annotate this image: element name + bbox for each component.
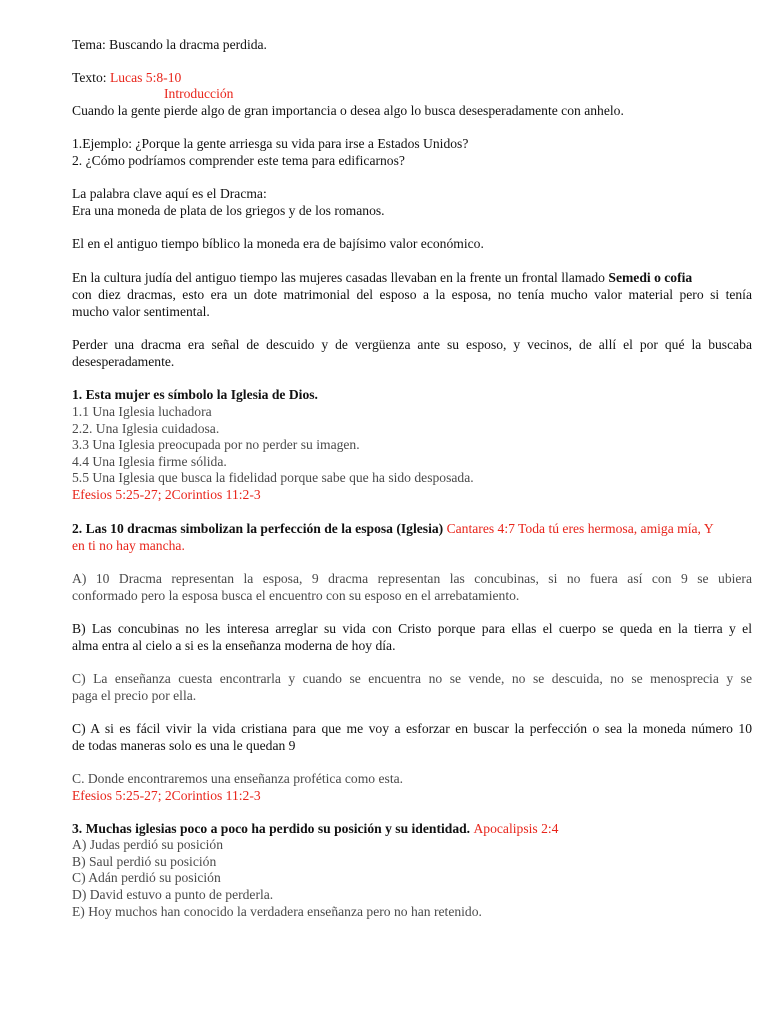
texto-label: Texto: (72, 70, 110, 85)
point-c1-line-2: paga el precio por ella. (72, 688, 197, 703)
point-c3-line: C. Donde encontraremos una enseñanza profética como esta. (72, 771, 404, 786)
section-3-reference: Apocalipsis 2:4 (473, 821, 559, 836)
section-3-title-line (72, 821, 752, 838)
point-b-line-1: B) Las concubinas no les interesa arreglar su vida con Cristo porque para ellas el cuerpo se queda en la tierra y el (72, 621, 752, 636)
section-1-title: 1. Esta mujer es símbolo la Iglesia de Dios. (72, 387, 318, 402)
section-1-item: 3.3 Una Iglesia preocupada por no perder su imagen. (72, 437, 360, 452)
cultura-line-1 (72, 270, 752, 287)
section-3-item: C) Adán perdió su posición (72, 870, 221, 885)
dracma-keyword-line: La palabra clave aquí es el Dracma: (72, 186, 267, 201)
tema-line: Tema: Buscando la dracma perdida. (72, 37, 267, 52)
point-a-line-2: conformado pero la esposa busca el encuentro con su esposo en el arrebatamiento. (72, 588, 520, 603)
dracma-definition-line: Era una moneda de plata de los griegos y de los romanos. (72, 203, 385, 218)
point-c2-line-1: C) A si es fácil vivir la vida cristiana para que me voy a esforzar en buscar la perfección o sea la moneda número 10 (72, 721, 752, 736)
perder-line-1: Perder una dracma era señal de descuido y de vergüenza ante su esposo, y vecinos, de allí el por qué la buscaba (72, 337, 752, 352)
section-2-title: 2. Las 10 dracmas simbolizan la perfección de la esposa (Iglesia) (72, 521, 447, 536)
dracma-value-line: El en el antiguo tiempo bíblico la moneda era de bajísimo valor económico. (72, 236, 484, 251)
section-2-reference-cont: en ti no hay mancha. (72, 538, 185, 553)
section-2-closing-reference: Efesios 5:25-27; 2Corintios 11:2-3 (72, 788, 261, 803)
section-3-item: D) David estuvo a punto de perderla. (72, 887, 274, 902)
section-2-title-line (72, 521, 752, 538)
section-2-reference: Cantares 4:7 Toda tú eres hermosa, amiga mía, Y (446, 521, 714, 536)
section-1-reference: Efesios 5:25-27; 2Corintios 11:2-3 (72, 487, 261, 502)
introduccion-heading: Introducción (164, 86, 234, 101)
cultura-line-2: con diez dracmas, esto era un dote matrimonial del esposo a la esposa, no tenía mucho valor material pero si tenía (72, 287, 752, 302)
intro-paragraph: Cuando la gente pierde algo de gran importancia o desea algo lo busca desesperadamente con anhelo. (72, 103, 624, 118)
texto-reference: Lucas 5:8-10 (109, 70, 182, 85)
section-3-item: E) Hoy muchos han conocido la verdadera enseñanza pero no han retenido. (72, 904, 482, 919)
section-1-item: 1.1 Una Iglesia luchadora (72, 404, 212, 419)
point-c2-line-2: de todas maneras solo es una le quedan 9 (72, 738, 296, 753)
section-1-item: 2.2. Una Iglesia cuidadosa. (72, 421, 220, 436)
point-b-line-2: alma entra al cielo a si es la enseñanza moderna de hoy día. (72, 638, 396, 653)
question-2: 2. ¿Cómo podríamos comprender este tema para edificarnos? (72, 153, 405, 168)
section-1-item: 4.4 Una Iglesia firme sólida. (72, 454, 227, 469)
section-3-item: A) Judas perdió su posición (72, 837, 224, 852)
cultura-line-3: mucho valor sentimental. (72, 304, 210, 319)
texto-line (72, 70, 752, 87)
question-1: 1.Ejemplo: ¿Porque la gente arriesga su vida para irse a Estados Unidos? (72, 136, 469, 151)
point-a-line-1: A) 10 Dracma representan la esposa, 9 dracma representan las concubinas, si no fuera así con 9 se ubiera (72, 571, 752, 586)
section-3-title: 3. Muchas iglesias poco a poco ha perdido su posición y su identidad. (72, 821, 474, 836)
cultura-text: En la cultura judía del antiguo tiempo las mujeres casadas llevaban en la frente un frontal llamado (72, 270, 609, 285)
section-3-item: B) Saul perdió su posición (72, 854, 217, 869)
point-c1-line-1: C) La enseñanza cuesta encontrarla y cuando se encuentra no se vende, no se descuida, no se menosprecia y se (72, 671, 752, 686)
perder-line-2: desesperadamente. (72, 354, 175, 369)
section-1-item: 5.5 Una Iglesia que busca la fidelidad porque sabe que ha sido desposada. (72, 470, 474, 485)
semedi-term: Semedi o cofia (608, 270, 693, 285)
